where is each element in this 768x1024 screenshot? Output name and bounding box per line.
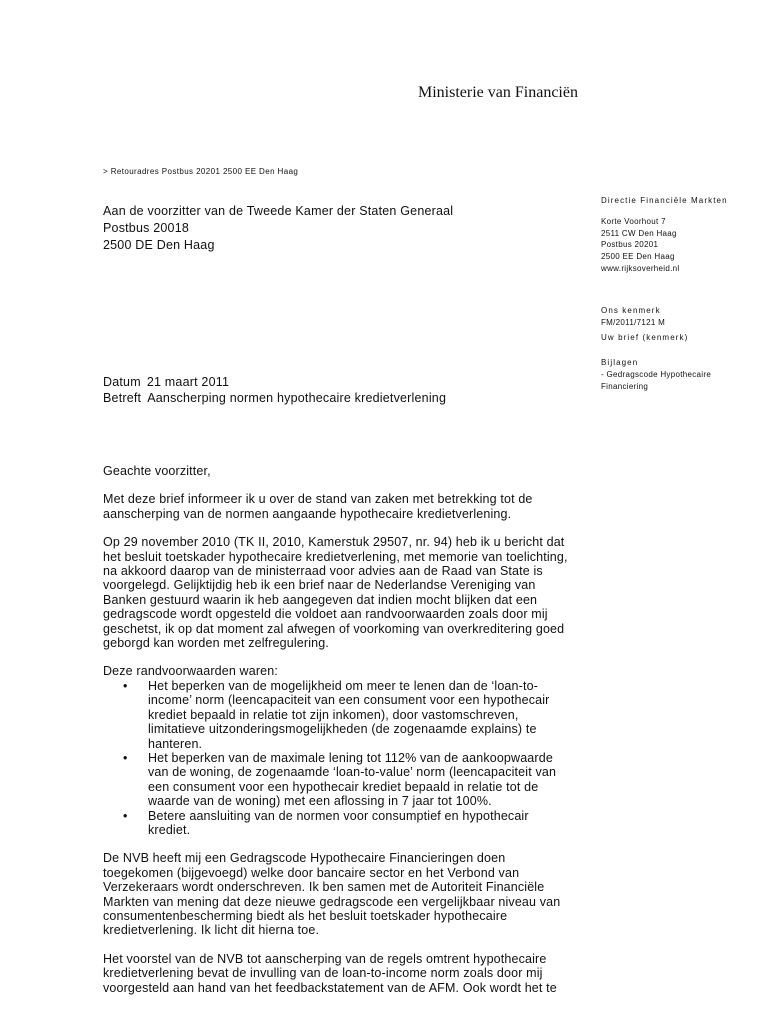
conditions-list [103,679,573,837]
sender-address-line: 2500 EE Den Haag [601,252,675,262]
bijlagen-line: Financiering [601,381,649,391]
sender-website: www.rijksoverheid.nl [601,263,680,273]
list-item-text: Het beperken van de mogelijkheid om meer te lenen dan de ‘loan-to-income’ norm (leencapaciteit van een consument voor een hypothecair krediet bepaald in relatie tot zijn inkomen), door vastomschreven, limitatieve uitzonderingsmogelijkheden (de zogenaamde explains) te hanteren. [148,678,550,751]
list-item [123,809,573,838]
list-item [123,751,573,809]
subject-value: Aanscherping normen hypothecaire kredietverlening [147,391,447,405]
bullet-icon: • [123,750,128,765]
ons-kenmerk-value: FM/2011/7121 M [601,317,666,327]
paragraph: De NVB heeft mij een Gedragscode Hypothecaire Financieringen doen toegekomen (bijgevoegd) welke door bancaire sector en het Verbond van Verzekeraars wordt onderschreven. Ik ben samen met de Autoriteit Financiële Markten van mening dat deze nieuwe gedragscode een vergelijkbaar niveau van consumentenbescherming biedt als het besluit toetskader hypothecaire kredietverlening. Ik licht dit hierna toe. [103,851,561,938]
paragraph: Met deze brief informeer ik u over de stand van zaken met betrekking tot de aanscherping van de normen aangaande hypothecaire kredietverlening. [103,492,533,521]
sender-address-line: Korte Voorhout 7 [601,216,666,226]
recipient-line: 2500 DE Den Haag [103,238,215,252]
ministry-logo: Ministerie van Financiën [418,84,578,101]
letter-meta [103,374,446,406]
bullet-icon: • [123,808,128,823]
bijlagen-line: - Gedragscode Hypothecaire [601,369,712,379]
sender-address-line: 2511 CW Den Haag [601,228,677,238]
ons-kenmerk-label: Ons kenmerk [601,305,661,315]
date-row [103,374,446,390]
paragraph: Deze randvoorwaarden waren: [103,664,278,679]
list-item-text: Het beperken van de maximale lening tot 112% van de aankoopwaarde van de woning, de zogenaamde ‘loan-to-value’ norm (leencapaciteit van een consument voor een hypothecair krediet bepaald in relatie tot de waarde van de woning) met een aflossing in 7 jaar tot 100%. [148,750,557,809]
salutation: Geachte voorzitter, [103,464,211,478]
uw-brief-label: Uw brief (kenmerk) [601,333,689,343]
paragraph: Het voorstel van de NVB tot aanscherping van de regels omtrent hypothecaire kredietverlening bevat de invulling van de loan-to-income norm zoals door mij voorgesteld aan hand van het feedbackstatement van de AFM. Ook wordt het te [103,951,557,995]
bullet-icon: • [123,678,128,693]
bijlagen-label: Bijlagen [601,358,639,368]
list-item-text: Betere aansluiting van de normen voor consumptief en hypothecair krediet. [148,808,529,837]
list-item [123,679,573,751]
recipient-line: Postbus 20018 [103,221,189,235]
subject-label: Betreft [103,391,142,405]
subject-row [103,390,446,406]
date-value: 21 maart 2011 [146,375,230,389]
department-name: Directie Financiële Markten [601,196,728,205]
sender-address-line: Postbus 20201 [601,240,659,250]
sender-sidebar [601,195,761,393]
recipient-address [103,203,453,254]
date-label: Datum [103,375,141,389]
recipient-line: Aan de voorzitter van de Tweede Kamer der Staten Generaal [103,204,454,218]
return-address: > Retouradres Postbus 20201 2500 EE Den Haag [103,167,299,176]
paragraph: Op 29 november 2010 (TK II, 2010, Kamerstuk 29507, nr. 94) heb ik u bericht dat het besluit toetskader hypothecaire kredietverlening, met memorie van toelichting, na akkoord daarop van de ministerraad voor advies aan de Raad van State is voorgelegd. Gelijktijdig heb ik een brief naar de Nederlandse Vereniging van Banken gestuurd waarin ik heb aangegeven dat indien mocht blijken dat een gedragscode wordt opgesteld die voldoet aan randvoorwaarden zoals door mij geschetst, ik op dat moment zal afwegen of voorkoming van overkreditering goed geborgd kan worden met zelfregulering. [103,535,568,651]
letter-body [103,464,573,1009]
